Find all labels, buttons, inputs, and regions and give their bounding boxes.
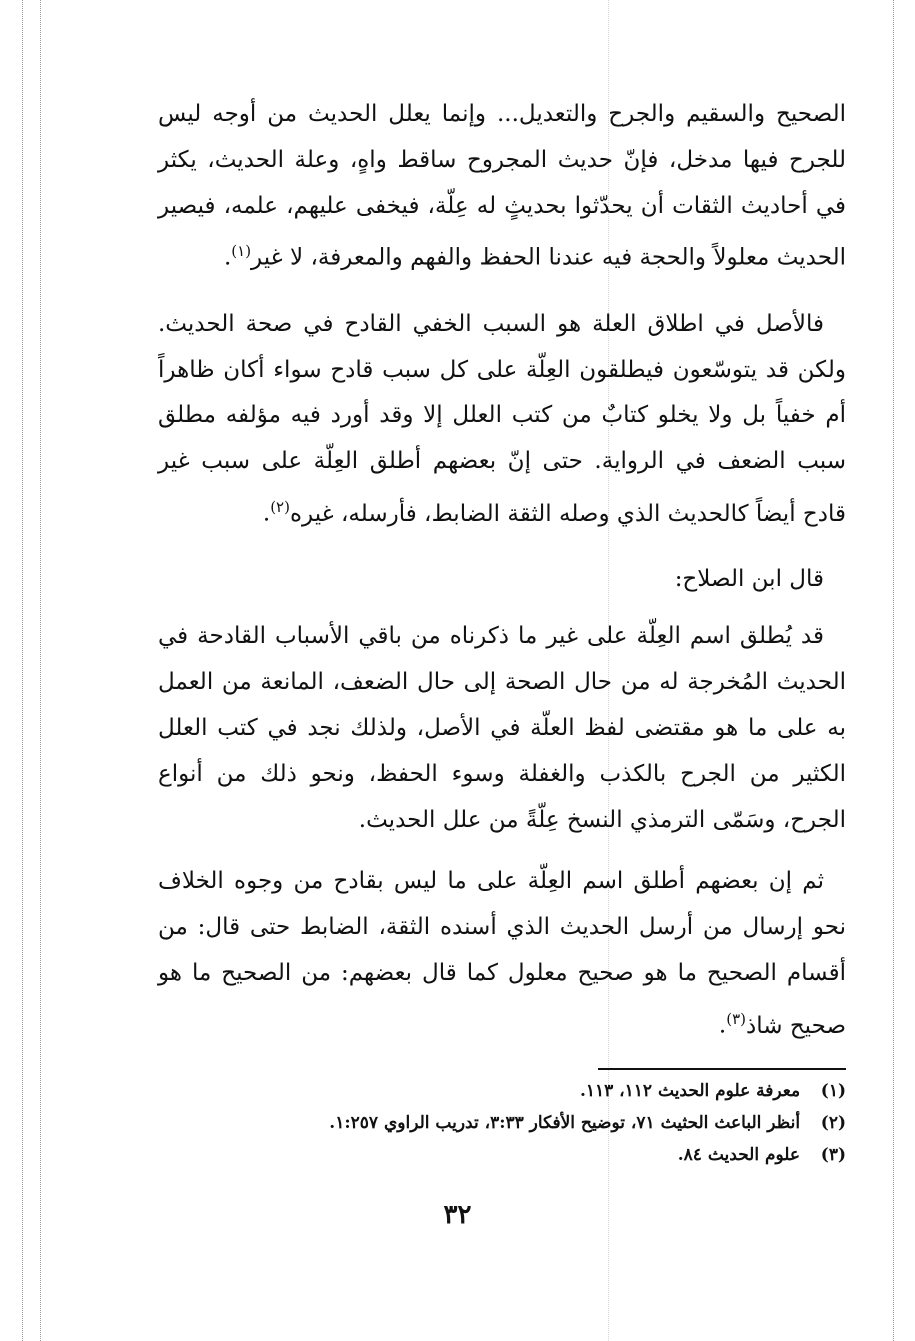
paragraph-2 — [158, 302, 846, 538]
paragraph-4 — [158, 859, 846, 1049]
footnote-number: (١) — [820, 1081, 846, 1101]
footnote-ref-3: (٣) — [726, 1009, 746, 1028]
footnote-text: أنظر الباعث الحثيث ٧١، توضيح الأفكار ٣:٣٣، تدريب الراوي ١:٢٥٧. — [329, 1113, 801, 1133]
paragraph-2-text: فالأصل في اطلاق العلة هو السبب الخفي القادح في صحة الحديث. ولكن قد يتوسّعون فيطلقون العِلّة على كل سبب قادح سواء أكان ظاهراً أم خفياً بل ولا يخلو كتابٌ من كتب العلل إلا وقد أورد فيه مؤلفه مطلق سبب الضعف في الرواية. حتى إنّ بعضهم أطلق العِلّة على سبب غير قادح أيضاً كالحديث الذي وصله الثقة الضابط، فأرسله، غيره — [158, 310, 846, 527]
paragraph-3-text: قد يُطلق اسم العِلّة على غير ما ذكرناه من باقي الأسباب القادحة في الحديث المُخرجة له من حال الصحة إلى حال الضعف، المانعة من العمل به على ما هو مقتضى لفظ العلّة في الأصل، ولذلك نجد في كتب العلل الكثير من الجرح بالكذب والغفلة وسوء الحفظ، ونحو ذلك من أنواع الجرح، وسَمّى الترمذي النسخ عِلّةً من علل الحديث. — [158, 623, 846, 833]
paragraph-4-text: ثم إن بعضهم أطلق اسم العِلّة على ما ليس بقادح من وجوه الخلاف نحو إرسال من أرسل الحديث الذي أسنده الثقة، الضابط حتى قال: من أقسام الصحيح ما هو صحيح معلول كما قال بعضهم: من الصحيح ما هو صحيح شاذ — [158, 868, 846, 1039]
paragraph-4-end: . — [718, 1012, 727, 1039]
section-heading: قال ابن الصلاح: — [674, 566, 824, 593]
footnote-text: علوم الحديث ٨٤. — [677, 1145, 801, 1165]
footnote-divider — [598, 1068, 846, 1070]
page-number: ٣٢ — [443, 1200, 472, 1230]
footnote-2 — [158, 1107, 846, 1139]
footnote-number: (٢) — [820, 1113, 846, 1133]
footnote-ref-1: (١) — [231, 242, 252, 261]
footnote-ref-2: (٢) — [270, 498, 290, 517]
paragraph-1-end: . — [223, 245, 232, 272]
footnote-number: (٣) — [820, 1145, 846, 1165]
footnote-3 — [158, 1139, 846, 1171]
scan-edge-left-outer — [22, 0, 23, 1341]
paragraph-1 — [158, 92, 846, 282]
page-body — [158, 92, 846, 1049]
footnote-text: معرفة علوم الحديث ١١٢، ١١٣. — [579, 1081, 801, 1101]
paragraph-1-text: الصحيح والسقيم والجرح والتعديل... وإنما يعلل الحديث من أوجه ليس للجرح فيها مدخل، فإنّ حديث المجروح ساقط واهٍ، وعلة الحديث، يكثر في أحاديث الثقات أن يحدّثوا بحديثٍ له عِلّة، فيخفى عليهم، علمه، فيصير الحديث معلولاً والحجة فيه عندنا الحفظ والفهم والمعرفة، لا غير — [158, 101, 846, 272]
footnote-1 — [158, 1075, 846, 1107]
footnotes — [158, 1075, 846, 1171]
scan-edge-right — [893, 0, 894, 1341]
paragraph-3 — [158, 614, 846, 843]
paragraph-2-end: . — [262, 500, 271, 527]
scan-edge-left-inner — [40, 0, 41, 1341]
